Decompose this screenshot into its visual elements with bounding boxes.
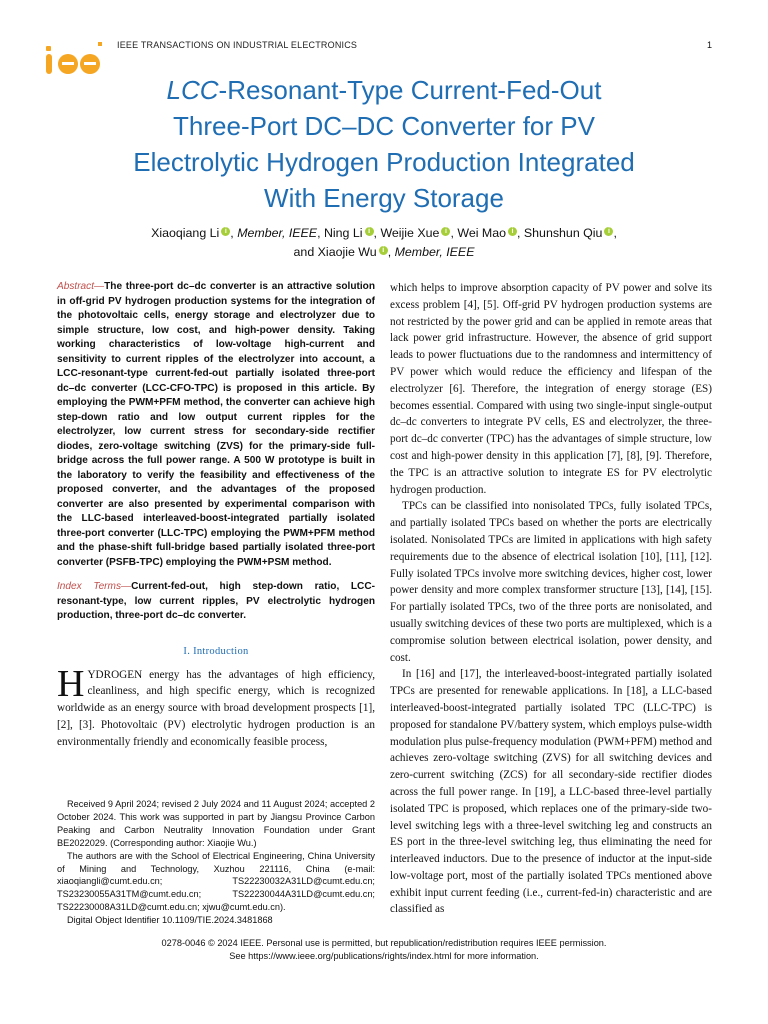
copyright-notice (40, 937, 728, 963)
abstract-text: The three-port dc–dc converter is an attractive solution in off-grid PV hydrogen production systems for the integration of the photovoltaic cells, energy storage and electrolyzer due to simple structure, low cost, and high-power density. Taking working characteristics of low-voltage high-current and sensitivity to current ripples of the electrolyzer into account, a LCC-resonant-type current-fed-out partially isolated three-port dc–dc converter (LCC-CFO-TPC) is proposed in this article. By employing the PWM+PFM method, the converter can achieve high step-down ratio and low output current ripples for the electrolyzer, low current stress for secondary-side rectifier diodes, zero-voltage switching (ZVS) for the primary-side full-bridge across the full power range. A 500 W prototype is built in the laboratory to verify the feasibility and effectiveness of the proposed converter, and the advantages of the proposed converter are also presented by experimental comparison with the LLC-based interleaved-boost-integrated partially isolated three-port converter (LLC-TPC) employing the PWM+PFM method and the phase-shift full-bridge based partially isolated three-port converter (PSFB-TPC) employing the PWM+PSM method. (57, 281, 375, 568)
copyright-line2: See https://www.ieee.org/publications/rights/index.html for more information. (229, 951, 539, 961)
footnote-received: Received 9 April 2024; revised 2 July 2024 and 11 August 2024; accepted 2 October 2024. This work was supported in part by Jiangsu Province Carbon Peaking and Carbon Neutrality Innovation Foundation under Grant BE2022029. (Corresponding author: Xiaojie Wu.) (57, 799, 375, 848)
membership: Member, IEEE (237, 226, 318, 240)
body-paragraph: In [16] and [17], the interleaved-boost-integrated partially isolated TPCs are presented for renewable applications. In [18], a LLC-based interleaved-boost-integrated partially isolated TPC (LLC-TPC) is proposed for standalone PV/battery system, which employs pulse-width modulation plus pulse-frequency modulation (PWM+PFM) method and achieves zero-voltage switching (ZVS) for all switching devices and zero-current switching (ZCS) for all secondary-side rectifier diodes across the full power range. In [19], a LLC-based three-level partially isolated TPC is proposed, which replaces one of the primary-side two-level switching legs with a three-level switching leg and constructs an ES port in the three-level switching leg, thus eliminating the need for interleaved inductors. Due to the presence of inductor at the input-side low-voltage port, most of the partially isolated TPCs mentioned above exhibit input current feeding (i.e., current-fed-in) characteristic and are classified as (390, 668, 713, 916)
title-line1: -Resonant-Type Current-Fed-Out (218, 75, 602, 105)
paper-title (60, 72, 708, 216)
orcid-icon[interactable]: i (508, 227, 517, 236)
index-terms-text: Current-fed-out, high step-down ratio, LCC-resonant-type, low current ripples, PV electrolytic hydrogen production, three-port dc–dc converter. (57, 581, 375, 621)
copyright-line1: 0278-0046 © 2024 IEEE. Personal use is permitted, but republication/redistribution requires IEEE permission. (161, 938, 607, 948)
section-heading: I. Introduction (183, 645, 249, 657)
orcid-icon[interactable]: i (379, 246, 388, 255)
author-name: Xiaojie Wu (317, 245, 377, 259)
intro-text: YDROGEN energy has the advantages of high efficiency, cleanliness, and high specific energy, which is recognized worldwide as an energy source with broad development prospects [1], [2], [3]. Photovoltaic (PV) electrolytic hydrogen production is an environmentally friendly and economically feasible process, (57, 668, 375, 748)
right-column (390, 280, 712, 918)
body-paragraph: TPCs can be classified into nonisolated TPCs, fully isolated TPCs, and partially isolated TPCs based on whether the ports are electrically isolated. Nonisolated TPCs are limited in applications with high safety requirements due to the absence of electrical isolation [10], [11], [12]. Fully isolated TPCs involve more switching devices, higher cost, lower power density and more complex transformer structure [13], [14], [15]. For partially isolated TPCs, two of the three ports are nonisolated, and usually switching devices of these two ports are multiplexed, which is a compromise solution between electrical isolation, power density, and cost. (390, 500, 712, 664)
orcid-icon[interactable]: i (604, 227, 613, 236)
author-and: and (293, 245, 315, 259)
footnote-doi: Digital Object Identifier 10.1109/TIE.2024.3481868 (67, 915, 273, 926)
dropcap: H (57, 662, 85, 705)
index-terms-label: Index Terms— (57, 581, 132, 592)
author-name: Weijie Xue (380, 226, 440, 240)
title-line2: Three-Port DC–DC Converter for PV (173, 111, 595, 141)
footnote (57, 798, 375, 927)
journal-name: IEEE TRANSACTIONS ON INDUSTRIAL ELECTRONICS (117, 40, 358, 50)
author-name: Xiaoqiang Li (151, 226, 220, 240)
page-number: 1 (706, 40, 712, 50)
ieee-logo-icon (46, 42, 106, 76)
orcid-icon[interactable]: i (221, 227, 230, 236)
index-terms (57, 580, 375, 624)
body-paragraph: which helps to improve absorption capacity of PV power and solve its excess problem [4], [5]. Off-grid PV hydrogen production systems are not restricted by the power grid and can be applied in remote areas that lack power grid infrastructure. However, the absence of grid support leads to power fluctuations due to the randomness and intermittency of PV power which would reduce the efficiency and lifespan of the electrolyzer [6]. Therefore, the integration of energy storage (ES) becomes essential. Compared with using two single-input single-output dc–dc converters to integrate PV cells, ES and electrolyzer, the three-port dc–dc converter (TPC) has the advantages of simple structure, low cost and high-power density in this application [7], [8], [9]. Therefore, the TPC is an attractive solution to integrate ES for PV electrolytic hydrogen production. (390, 282, 712, 496)
author-name: Shunshun Qiu (523, 226, 603, 240)
membership: Member, IEEE (394, 245, 475, 259)
abstract (57, 280, 375, 570)
author-name: Wei Mao (457, 226, 507, 240)
abstract-label: Abstract— (57, 281, 105, 292)
author-name: Ning Li (323, 226, 363, 240)
intro-paragraph (57, 662, 375, 751)
left-column (57, 280, 375, 750)
orcid-icon[interactable]: i (441, 227, 450, 236)
orcid-icon[interactable]: i (365, 227, 374, 236)
author-list: Xiaoqiang Li i , Member, IEEE, Ning Li i , Weijie Xue i , Wei Mao i , Shunshun Qiu i , and Xiaojie Wu i , Member, IEEE (151, 226, 617, 259)
title-line4: With Energy Storage (264, 183, 504, 213)
title-italic: LCC (166, 75, 219, 105)
title-line3: Electrolytic Hydrogen Production Integrated (133, 147, 635, 177)
footnote-affiliation: The authors are with the School of Electrical Engineering, China University of Mining and Technology, Xuzhou 221116, China (e-mail: xiaoqiangli@cumt.edu.cn; TS22230032A31LD@cumt.edu.cn; TS23230055A31TM@cumt.edu.cn; TS22230044A31LD@cumt.edu.cn; TS22230008A31LD@cumt.edu.cn; xjwu@cumt.edu.cn). (57, 850, 375, 913)
